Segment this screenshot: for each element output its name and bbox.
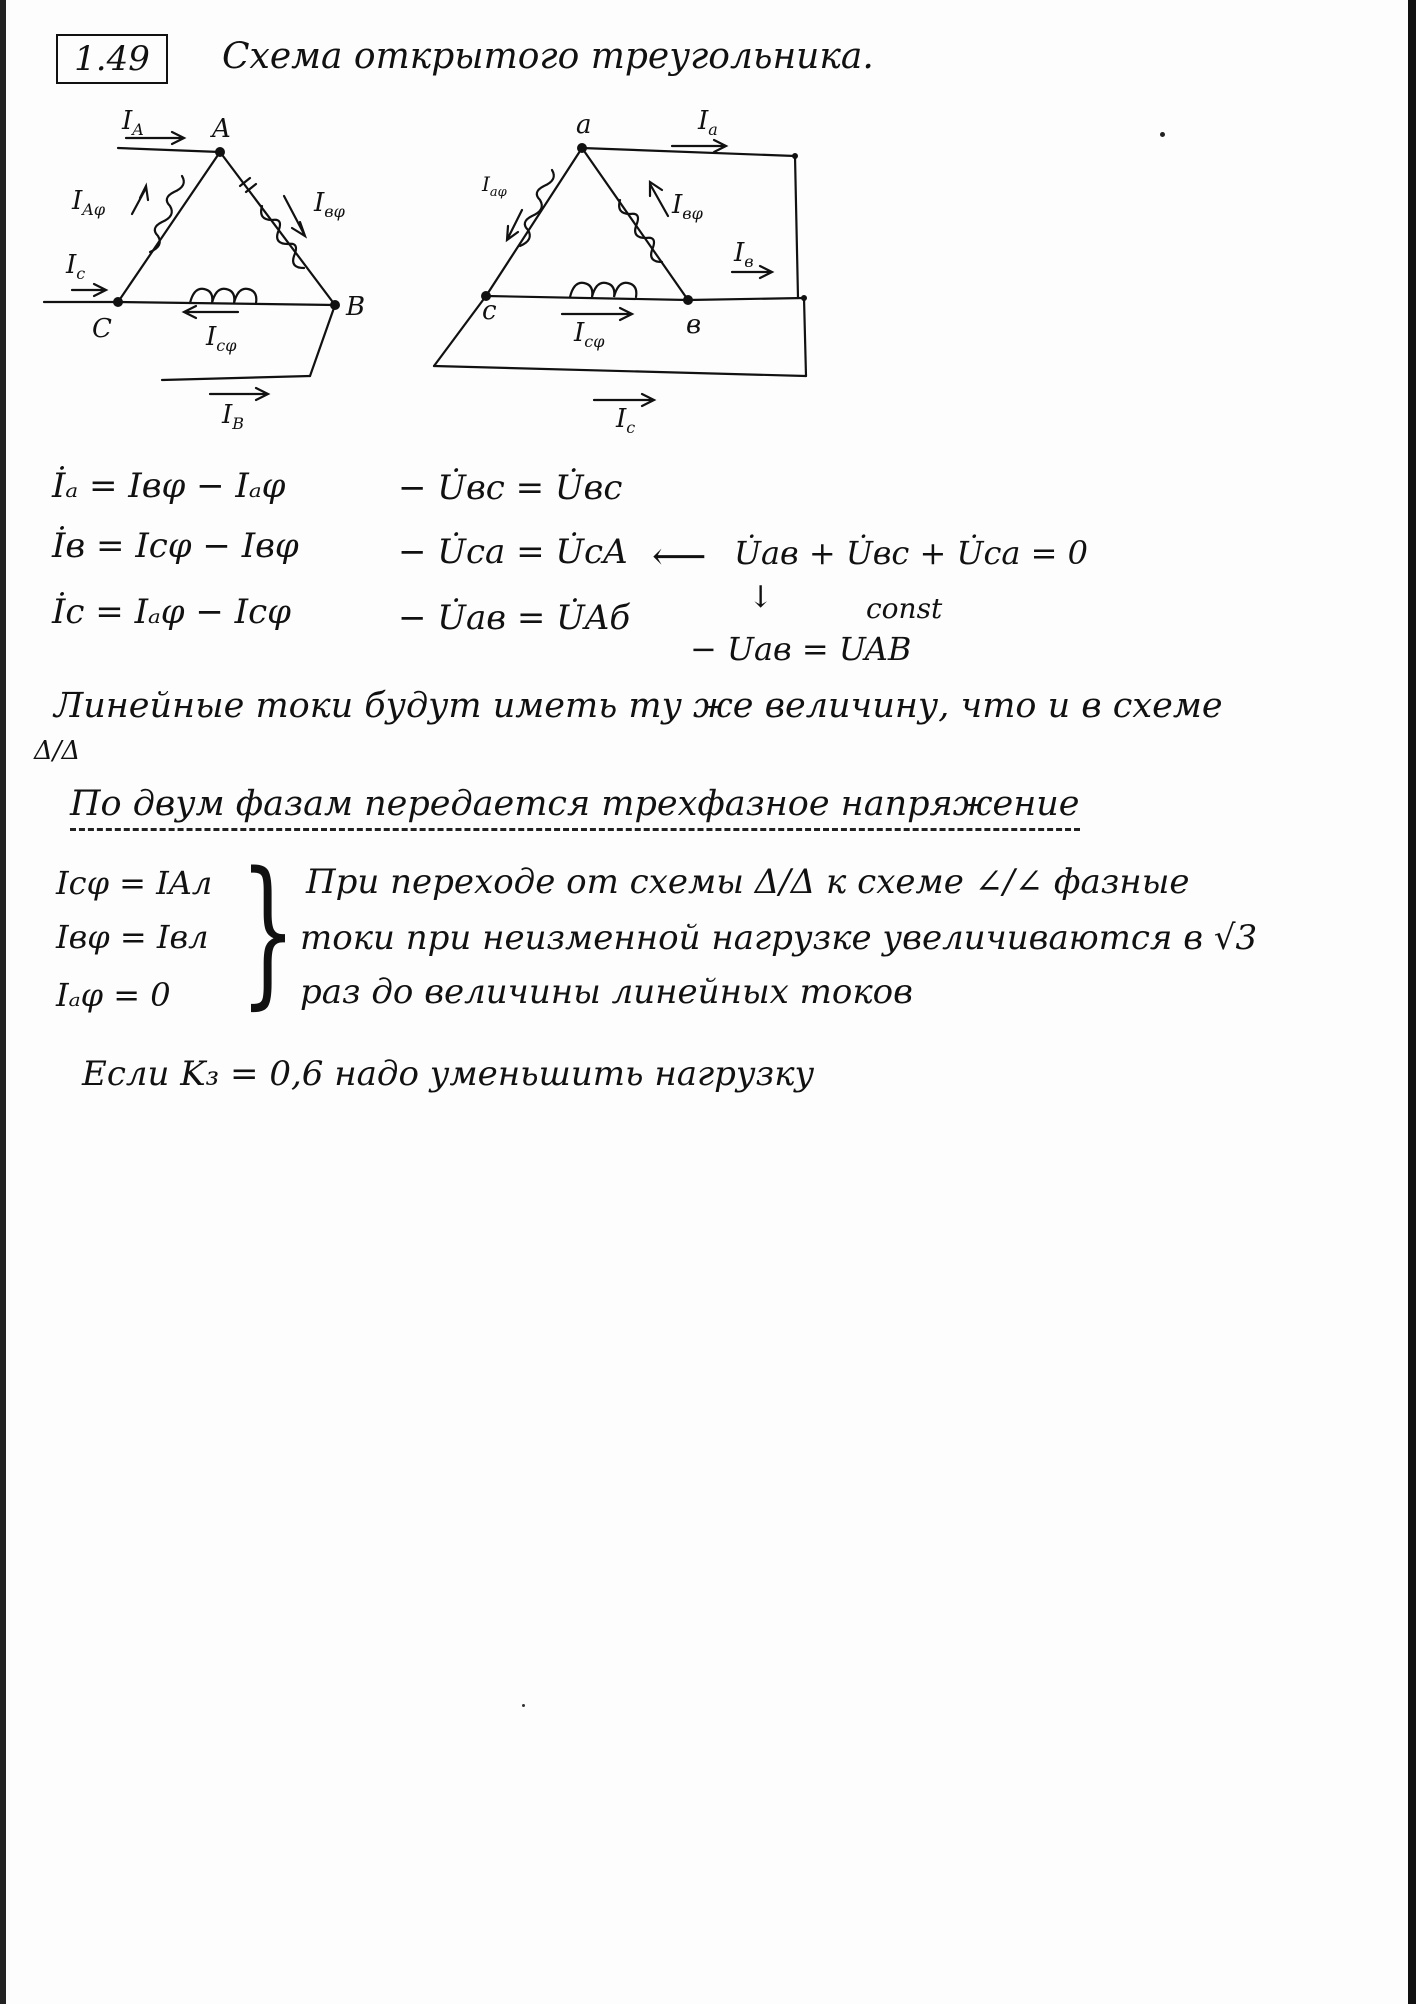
left-edge-ab [220,152,335,305]
sum-equation: U̇aв + U̇вc + U̇ca = 0 [734,534,1088,572]
eq-voltage-ca: − U̇ca = U̇cA [398,532,628,572]
left-label-icf: $I_{c\varphi}$ [206,322,237,356]
text-line-linear-currents: Линейные токи будут иметь ту же величину, что и в схеме [54,686,1223,726]
left-label-ibf: $I_{в\varphi}$ [314,188,345,222]
relation-icf: Icφ = IAл [56,864,213,902]
left-label-ib: $I_B$ [222,400,245,434]
right-edge-cb [486,296,688,300]
right-node-c: c [482,296,497,326]
curly-brace: } [240,837,296,1024]
result-equation: − Uaв = UAB [690,630,912,668]
relation-iaf: Iₐφ = 0 [56,976,171,1014]
right-label-ia: $I_a$ [698,106,718,140]
page-title: Схема открытого треугольника. [222,36,874,77]
right-edge-ac [486,148,582,296]
right-node-a: a [576,110,592,140]
left-label-iaf: $I_{A\varphi}$ [72,186,106,220]
text-load-factor: Если K₃ = 0,6 надо уменьшить нагрузку [82,1054,815,1094]
left-node-b: B [346,292,366,322]
circuit-diagrams [0,0,1416,460]
left-label-ia: $I_A$ [122,106,144,140]
const-label: const [866,592,943,625]
problem-number: 1.49 [56,34,168,84]
arrow-down: ↓ [748,580,774,615]
eq-current-c: İc = Iₐφ − Icφ [52,592,291,632]
text-transition-line-2: токи при неизменной нагрузке увеличиваются в √3 [300,918,1258,958]
arrow-left: ⟵ [652,534,707,578]
left-label-ic: $I_c$ [66,250,86,284]
relation-ibf: Iвφ = Iвл [56,918,209,956]
eq-voltage-bc: − U̇вc = U̇вc [398,468,623,508]
left-node-c: C [92,314,112,344]
right-label-icf: $I_{c\varphi}$ [574,318,605,352]
text-underlined-statement: По двум фазам передается трехфазное напряжение [70,784,1080,831]
ink-dot-bottom [522,1704,525,1707]
text-delta-delta: Δ/Δ [34,736,81,766]
eq-voltage-ab: − U̇aв = U̇Aб [398,598,631,638]
right-edge-ab [582,148,688,300]
left-edge-cb [118,302,335,305]
right-label-ibf: $I_{в\varphi}$ [672,190,703,224]
right-node-b: в [686,310,702,340]
left-node-a: A [212,114,231,144]
eq-current-a: İₐ = Iвφ − Iₐφ [52,466,286,506]
right-label-ib: $I_в$ [734,238,754,272]
left-coil-cb [190,289,256,303]
text-transition-line-3: раз до величины линейных токов [300,972,913,1012]
right-label-iaf: $I_{a\varphi}$ [482,172,507,200]
left-edge-ac [118,152,220,302]
text-transition-line-1: При переходе от схемы Δ/Δ к схеме ∠/∠ фазные [306,862,1190,902]
eq-current-b: İв = Icφ − Iвφ [52,526,299,566]
right-label-ic: $I_c$ [616,404,636,438]
